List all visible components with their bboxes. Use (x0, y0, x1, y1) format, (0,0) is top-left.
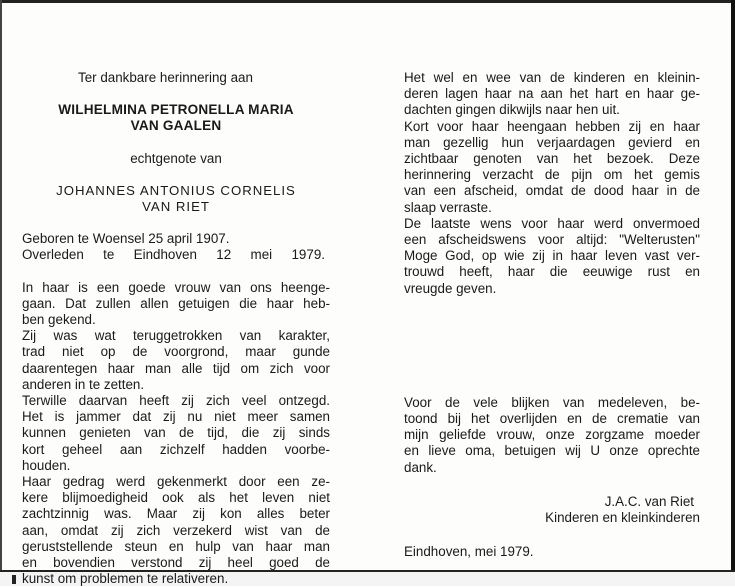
body-line: zichtbaar genoten van het bezoek. Deze (404, 151, 700, 167)
body-line: zachtzinnig was. Maar zij kon alles beter (22, 506, 330, 522)
death-date: Overleden te Eindhoven 12 mei 1979. (22, 247, 325, 263)
body-line: houden. (22, 457, 71, 473)
left-body-text (22, 280, 330, 587)
body-line: Het wel en wee van de kinderen en kleinin- (404, 70, 700, 85)
body-line: man gezellig hun verjaardagen gevierd en (404, 134, 700, 150)
thanks-line: dank. (404, 459, 437, 475)
body-line: gaan. Dat zullen allen getuigen die haar heb- (22, 295, 330, 311)
card-edge-left (0, 0, 2, 584)
body-line: ben gekend. (22, 312, 96, 328)
body-line: kunnen genieten van de tijd, die zij sinds (22, 425, 330, 441)
thanks-line: en lieve oma, betuigen wij U onze oprechte (404, 443, 700, 459)
spouse-name-line1: JOHANNES ANTONIUS CORNELIS (56, 182, 296, 198)
body-line: Het is jammer dat zij nu niet meer samen (22, 409, 330, 425)
body-line: en bovendien verstond zij heel goed de (22, 555, 330, 571)
thanks-line: toond bij het overlijden en de crematie van (404, 411, 700, 427)
body-line: kort geheel aan zichzelf hadden voorbe- (22, 441, 330, 457)
deceased-name-line1: WILHELMINA PETRONELLA MARIA (58, 102, 294, 118)
right-body-text (404, 70, 700, 297)
body-line: Kort voor haar heengaan hebben zij en haar (404, 118, 700, 134)
signature-family: Kinderen en kleinkinderen (545, 510, 700, 526)
body-line: dachten gingen dikwijls naar hen uit. (404, 102, 620, 118)
card-corner-mark (12, 575, 16, 584)
body-line: trouwd heeft, haar die eeuwige rust en (404, 264, 700, 280)
spouse-name-line2: VAN RIET (142, 199, 210, 215)
card-edge-top (0, 0, 735, 3)
card-edge-right (731, 0, 735, 584)
birth-date: Geboren te Woensel 25 april 1907. (22, 231, 230, 247)
thanks-line: mijn geliefde vrouw, onze zorgzame moeder (404, 427, 700, 443)
body-line: vreugde geven. (404, 280, 497, 296)
intro-text: Ter dankbare herinnering aan (78, 70, 253, 85)
body-line: slaap verraste. (404, 199, 492, 215)
thanks-text (404, 395, 700, 476)
body-line: herinnering verzacht de pijn om het gemis (404, 167, 700, 183)
body-line: Zij was wat teruggetrokken van karakter, (22, 328, 330, 344)
body-line: De laatste wens voor haar werd onvermoed (404, 215, 700, 231)
left-column (22, 70, 330, 587)
body-line: In haar is een goede vrouw van ons heenge- (22, 279, 330, 295)
body-line: anderen in te zetten. (22, 376, 145, 392)
body-line: trad niet op de voorgrond, maar gunde (22, 344, 330, 360)
body-line: aan, omdat zij zich verzekerd wist van de (22, 522, 330, 538)
thanks-line: Voor de vele blijken van medeleven, be- (404, 394, 700, 410)
body-line: Terwille daarvan heeft zij zich veel ontzegd. (22, 393, 330, 409)
body-line: daarentegen haar man alle tijd om zich voor (22, 360, 330, 376)
body-line: een afscheidswens voor altijd: "Welterusten" (404, 232, 700, 248)
spouse-label: echtgenote van (130, 150, 222, 166)
place-date: Eindhoven, mei 1979. (404, 544, 534, 560)
body-line: kunst om problemen te relativeren. (22, 571, 229, 587)
body-line: Moge God, op wie zij in haar leven vast ver- (404, 248, 700, 264)
deceased-name-line2: VAN GAALEN (130, 118, 222, 134)
body-line: deren lagen haar na aan het hart en haar ge- (404, 86, 700, 102)
body-line: van een afscheid, omdat de dood haar in de (404, 183, 700, 199)
signature-name: J.A.C. van Riet (604, 493, 694, 509)
body-line: Haar gedrag werd gekenmerkt door een ze- (22, 474, 330, 490)
right-column (404, 70, 700, 560)
body-line: geruststellende steun en hulp van haar man (22, 538, 330, 554)
body-line: kere blijmoedigheid ook als het leven niet (22, 490, 330, 506)
